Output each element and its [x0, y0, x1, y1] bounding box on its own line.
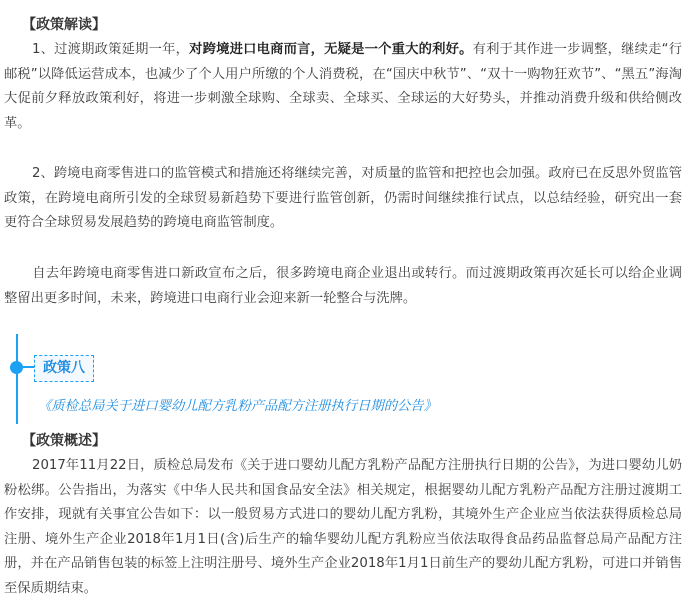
interpretation-p2-text: 2、跨境电商零售进口的监管模式和措施还将继续完善，对质量的监管和把控也会加强。政府已在反思外贸监管政策，在跨境电商所引发的全球贸易新趋势下要进行监管创新，仍需时间继续推行试点，以总结经验，研究出一套更符合全球贸易发展趋势的跨境电商监管制度。 [4, 166, 682, 230]
interpretation-paragraph-3 [4, 262, 682, 311]
overview-p1-text: 2017年11月22日，质检总局发布《关于进口婴幼儿配方乳粉产品配方注册执行日期的公告》，为进口婴幼儿奶粉松绑。公告指出，为落实《中华人民共和国食品安全法》相关规定，根据婴幼儿配方乳粉产品配方注册过渡期工作安排，现就有关事宜公告如下：以一般贸易方式进口的婴幼儿配方乳粉，其境外生产企业应当依法获得质检总局注册、境外生产企业2018年1月1日(含)后生产的输华婴幼儿配方乳粉应当依法取得食品药品监督总局产品配方注册，并在产品销售包装的标签上注明注册号、境外生产企业2018年1月1日前生产的婴幼儿配方乳粉，可进口并销售至保质期结束。 [4, 458, 682, 596]
policy-interpretation-label: 【政策解读】 [22, 17, 106, 33]
overview-paragraph-1 [4, 454, 682, 601]
interpretation-p1-start: 1、过渡期政策延期一年， [32, 42, 190, 57]
policy-overview-label: 【政策概述】 [22, 433, 106, 449]
interpretation-paragraph-1 [4, 38, 682, 136]
timeline-connector [22, 366, 34, 368]
interpretation-paragraph-2 [4, 162, 682, 236]
interpretation-p3-text: 自去年跨境电商零售进口新政宣布之后，很多跨境电商企业退出或转行。而过渡期政策再次延长可以给企业调整留出更多时间，未来，跨境进口电商行业会迎来新一轮整合与洗牌。 [4, 266, 682, 306]
interpretation-p1-rest: 有利于其作进一步调整，继续走“行邮税”以降低运营成本，也减少了个人用户所缴的个人消费税，在“国庆中秋节”、“双十一购物狂欢节”、“黑五”海淘大促前夕释放政策利好，将进一步刺激全球购、全球卖、全球买、全球运的大好势头，并推动消费升级和供给侧改革。 [4, 42, 683, 131]
policy-eight-badge: 政策八 [34, 355, 94, 382]
policy-eight-title: 《质检总局关于进口婴幼儿配方乳粉产品配方注册执行日期的公告》 [38, 399, 437, 414]
interpretation-p1-bold: 对跨境进口电商而言，无疑是一个重大的利好。 [189, 42, 473, 57]
timeline-line [16, 334, 18, 424]
